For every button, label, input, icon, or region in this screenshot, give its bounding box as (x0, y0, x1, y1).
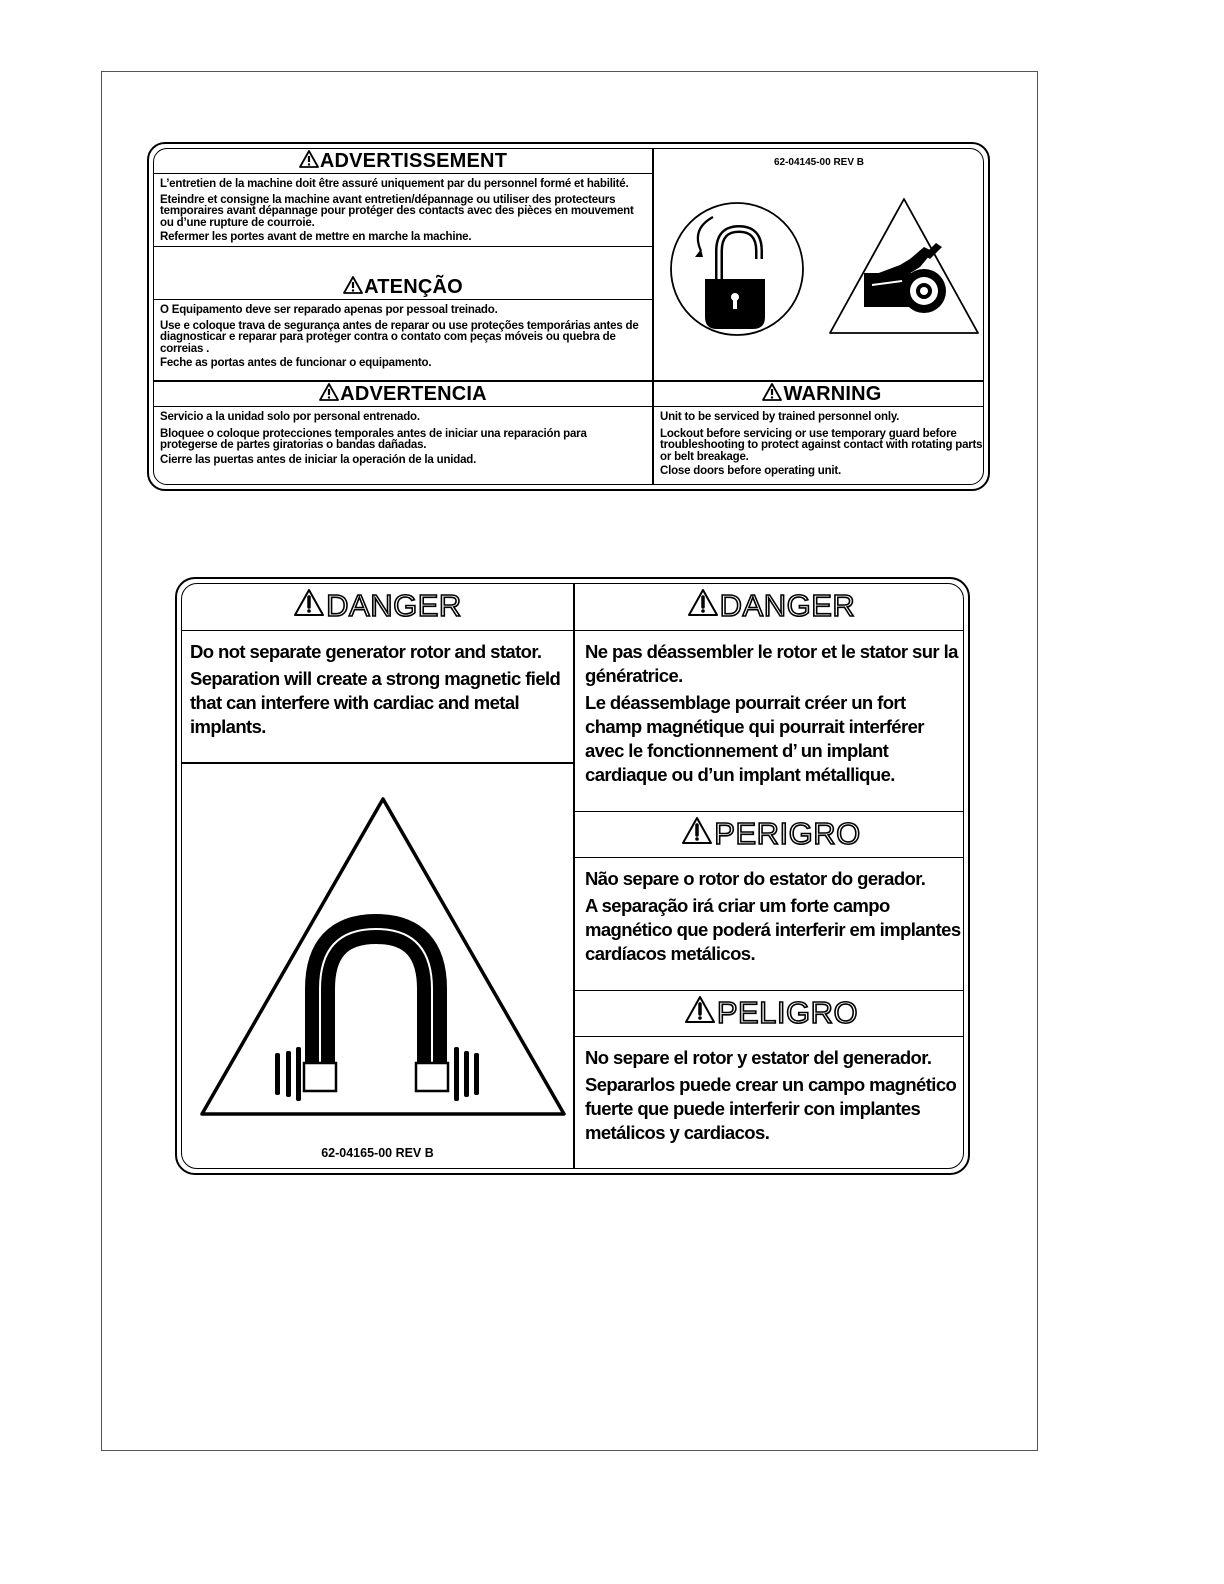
label-divider-vertical (652, 149, 654, 485)
warning-title: WARNING (783, 383, 882, 405)
perigro-line-2: A separação irá criar um forte campo magnético que poderá interferir em implantes cardíacos metálicos. (585, 895, 961, 964)
danger-fr-title: DANGER (719, 588, 856, 623)
warning-triangle-icon (762, 383, 782, 407)
danger-en-line-1: Do not separate generator rotor and stator. (190, 641, 542, 662)
perigro-text (585, 866, 964, 968)
advertencia-line-2: Bloquee o coloque protecciones temporales antes de iniciar una reparación para protegerse de partes giratorias o bandas dañadas. (160, 427, 587, 451)
atencao-line-1: O Equipamento deve ser reparado apenas por pessoal treinado. (160, 304, 498, 316)
section-divider (182, 762, 573, 764)
warning-triangle-icon (299, 150, 319, 174)
warning-line-3: Close doors before operating unit. (660, 465, 842, 477)
warning-triangle-icon (681, 813, 713, 857)
peligro-line-2: Separarlos puede crear un campo magnético fuerte que puede interferir con implantes metálicos y cardiacos. (585, 1074, 957, 1143)
peligro-title: PELIGRO (716, 995, 859, 1030)
warning-triangle-icon (343, 276, 363, 300)
warning-text (660, 411, 984, 480)
perigro-line-1: Não separe o rotor do estator do gerador. (585, 868, 926, 889)
atencao-line-3: Feche as portas antes de funcionar o equipamento. (160, 357, 432, 369)
warning-triangle-icon (687, 585, 719, 629)
warning-line-1: Unit to be serviced by trained personnel only. (660, 411, 900, 423)
advertencia-line-3: Cierre las puertas antes de iniciar la operación de la unidad. (160, 453, 477, 466)
warning-triangle-icon (319, 383, 339, 407)
label-magnetic-inner (181, 583, 964, 1169)
danger-fr-text (585, 639, 964, 789)
advertissement-line-3: Refermer les portes avant de mettre en marche la machine. (154, 231, 652, 247)
advertissement-heading (154, 149, 652, 174)
part-number-top: 62-04145-00 REV B (773, 157, 865, 168)
label-divider-vertical (573, 584, 575, 1169)
warning-heading (654, 382, 984, 407)
danger-fr-line-1: Ne pas déassembler le rotor et le stator sur la génératrice. (585, 641, 958, 686)
peligro-text (585, 1045, 964, 1147)
warning-triangle-icon (293, 585, 325, 629)
atencao-title: ATENÇÃO (364, 276, 463, 298)
lockout-icon (667, 199, 807, 339)
perigro-heading (575, 811, 964, 858)
advertencia-line-1: Servicio a la unidad solo por personal entrenado. (160, 411, 420, 423)
advertencia-heading (154, 382, 652, 407)
danger-fr-line-2: Le déassemblage pourrait créer un fort champ magnétique qui pourrait interférer avec le fonctionnement d’ un implant cardiaque ou d’un implant métallique. (585, 692, 924, 785)
advertencia-text (160, 411, 646, 468)
perigro-title: PERIGRO (714, 816, 861, 851)
danger-en-heading (182, 584, 573, 631)
advertencia-title: ADVERTENCIA (340, 383, 487, 405)
advertissement-line-2: Eteindre et consigne la machine avant entretien/dépannage ou utiliser des protecteurs temporaires avant dépannage pour protéger des contacts avec des pièces en mouvement ou d’une rupture de courroie. (160, 193, 634, 229)
safety-label-magnetic (175, 577, 970, 1175)
advertissement-title: ADVERTISSEMENT (319, 150, 508, 172)
warning-line-2: Lockout before servicing or use temporary guard before troubleshooting to protect against contact with rotating parts or belt breakage. (660, 427, 983, 463)
warning-triangle-icon (684, 992, 716, 1036)
atencao-text (160, 304, 646, 372)
safety-label-lockout (147, 142, 990, 491)
advertissement-line-1: L’entretien de la machine doit être assuré uniquement par du personnel formé et habilité. (160, 178, 629, 190)
peligro-heading (575, 990, 964, 1037)
danger-en-line-2: Separation will create a strong magnetic field that can interfere with cardiac and metal implants. (190, 668, 561, 737)
danger-en-text (190, 639, 570, 741)
part-number-bottom: 62-04165-00 REV B (321, 1146, 434, 1160)
peligro-line-1: No separe el rotor y estator del generador. (585, 1047, 932, 1068)
belt-entanglement-icon (824, 195, 984, 340)
danger-en-title: DANGER (326, 588, 462, 623)
atencao-line-2: Use e coloque trava de segurança antes de reparar ou use proteções temporárias antes de diagnosticar e reparar para proteger contra o contato com peças móveis ou quebra de correias . (160, 319, 639, 355)
label-lockout-inner (153, 148, 984, 485)
advertissement-text (160, 178, 646, 247)
danger-fr-heading (575, 584, 964, 631)
atencao-heading (154, 275, 652, 300)
magnetic-field-icon (190, 789, 572, 1129)
